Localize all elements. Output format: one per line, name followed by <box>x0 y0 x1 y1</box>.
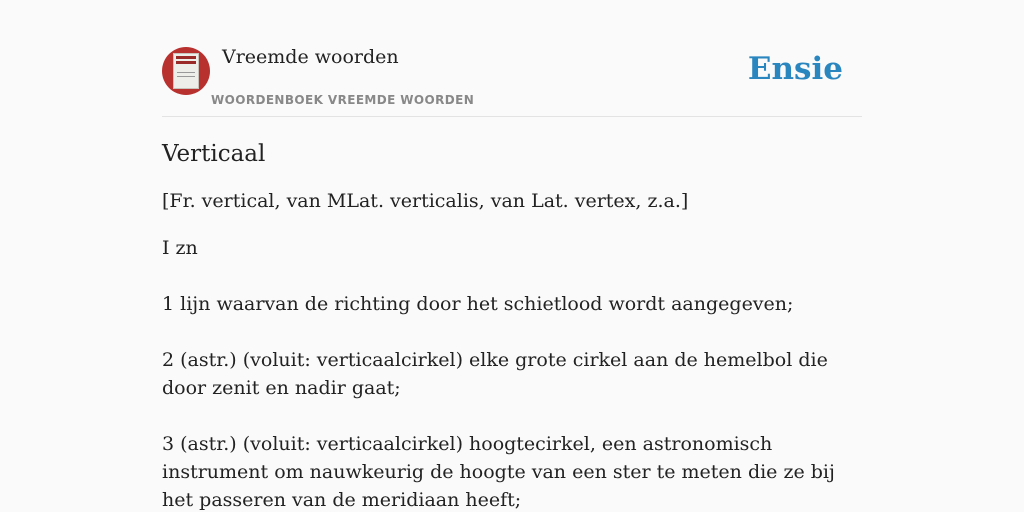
etymology: [Fr. vertical, van MLat. verticalis, van Lat. vertex, z.a.] <box>162 190 689 212</box>
sense-1: 1 lijn waarvan de richting door het schietlood wordt aangegeven; <box>162 293 794 315</box>
part-of-speech: I zn <box>162 237 198 259</box>
book-cover-icon[interactable] <box>162 47 210 95</box>
book-thumbnail <box>173 53 199 89</box>
site-subtitle: WOORDENBOEK VREEMDE WOORDEN <box>211 93 475 107</box>
sense-2: 2 (astr.) (voluit: verticaalcirkel) elke grote cirkel aan de hemelbol die door zenit en nadir gaat; <box>162 349 828 399</box>
entry-content <box>162 138 862 512</box>
sense-3: 3 (astr.) (voluit: verticaalcirkel) hoogtecirkel, een astronomisch instrument om nauwkeurig de hoogte van een ster te meten die ze bij het passeren van de meridiaan heeft; <box>162 433 835 511</box>
entry-title: Verticaal <box>162 141 266 167</box>
site-name[interactable]: Vreemde woorden <box>222 46 399 68</box>
site-header <box>162 40 862 117</box>
brand-logo[interactable]: Ensie <box>747 51 843 87</box>
